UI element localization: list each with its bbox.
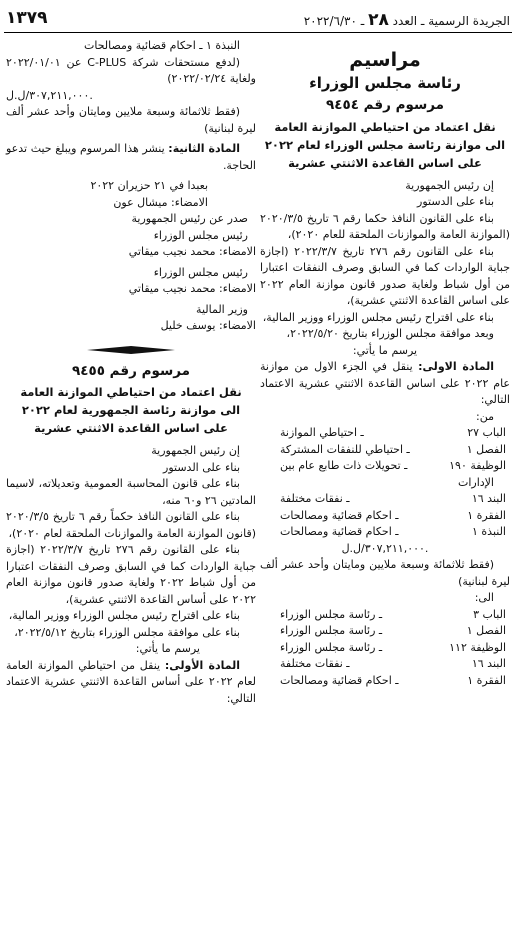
article-1 xyxy=(260,359,510,409)
to-label: الى: xyxy=(474,591,494,604)
signature-pm: الامضاء: محمد نجيب ميقاتي xyxy=(128,245,256,258)
article-text: ينقل من احتياطي الموازنة العامة لعام ٢٠٢٢ على أساس القاعدة الاثنتي عشرية الاعتماد التالي: xyxy=(6,658,256,705)
intro-text: إن رئيس الجمهورية xyxy=(405,178,494,192)
paragraph-approval: بناء على موافقة مجلس الوزراء بتاريخ ٢٠٢٢/٥/١٢، xyxy=(14,625,240,639)
budget-line-value: ـ رئاسة مجلس الوزراء xyxy=(280,640,383,654)
article-1 xyxy=(6,658,256,708)
paragraph-proposal: بناء على اقتراح رئيس مجلس الوزراء ووزير المالية، xyxy=(8,609,240,622)
issue-date: ـ ٢٠٢٢/٦/٣٠ xyxy=(303,14,365,28)
budget-line-value: ـ احتياطي الموازنة xyxy=(280,426,364,439)
budget-line-label: النبذة ١ xyxy=(471,525,506,538)
article-text: ينشر هذا المرسوم ويبلغ حيث تدعو الحاجة. xyxy=(6,142,256,172)
budget-line xyxy=(260,458,510,475)
budget-line-label: الوظيفة ١٩٠ xyxy=(449,459,506,472)
budget-line xyxy=(260,491,510,508)
intro-text: إن رئيس الجمهورية xyxy=(151,444,240,457)
issue-number: ٢٨ xyxy=(368,10,389,30)
amount-words: (فقط ثلاثمائة وسبعة ملايين ومايتان وأحد عشر ألف ليرة لبنانية) xyxy=(260,558,510,588)
authority-title: رئاسة مجلس الوزراء xyxy=(309,73,461,92)
budget-line-value: ـ احكام قضائية ومصالحات xyxy=(280,508,399,522)
budget-line-label: الفصل ١ xyxy=(466,442,506,456)
budget-line xyxy=(260,508,510,525)
budget-line-label: الباب ٣ xyxy=(473,607,506,621)
section-divider xyxy=(87,345,175,355)
pm-title: رئيس مجلس الوزراء xyxy=(153,228,248,242)
payment-note: (لدفع مستحقات شركة C-PLUS عن ٢٠٢٢/٠١/٠١ ولغاية ٢٠٢٢/٠٢/٢٤) xyxy=(6,55,256,85)
decree-formula: يرسم ما يأتي: xyxy=(135,642,200,655)
amount: ٣٠٧,٢١١,٠٠٠/ل.ل. xyxy=(341,541,429,555)
budget-line xyxy=(260,673,510,690)
decree-title-line: على اساس القاعدة الاثنتي عشرية xyxy=(288,155,482,170)
paragraph-law6: بناء على القانون النافذ حكما رقم ٦ تاريخ ٢٠٢٠/٣/٥ (الموازنة العامة والموازنات الملحقة للعام ٢٠٢٠)، xyxy=(260,211,510,241)
place-date: بعبدا في ٢١ حزيران ٢٠٢٢ xyxy=(90,179,208,192)
budget-line-value: ـ تحويلات ذات طابع عام بين xyxy=(280,459,408,472)
article-text: ينقل في الجزء الاول من موازنة عام ٢٠٢٢ على اساس القاعدة الاثنتي عشرية الاعتماد التالي: xyxy=(260,360,510,406)
budget-line xyxy=(260,425,510,442)
finance-minister-title: وزير المالية xyxy=(196,302,248,316)
budget-line-label: الفقرة ١ xyxy=(467,673,506,687)
left-column xyxy=(6,38,256,928)
budget-line-value: ـ نفقات مختلفة xyxy=(280,492,350,505)
paragraph-law6: بناء على القانون النافذ حكماً رقم ٦ تاريخ ٢٠٢٠/٣/٥ (قانون الموازنة العامة والموازنات الملحقة لعام ٢٠٢٠)، xyxy=(6,510,256,540)
constitution-text: بناء على الدستور xyxy=(417,195,494,208)
header-title: الجريدة الرسمية ـ العدد xyxy=(392,14,510,28)
pm-title: رئيس مجلس الوزراء xyxy=(153,265,248,279)
budget-line-label: الباب ٢٧ xyxy=(467,426,506,439)
budget-line xyxy=(260,656,510,673)
signature-president: الامضاء: ميشال عون xyxy=(113,195,208,209)
budget-line xyxy=(260,640,510,657)
decree-title-line: الى موازنة رئاسة الجمهورية لعام ٢٠٢٢ xyxy=(21,403,241,417)
header-publication xyxy=(304,10,510,30)
article-2 xyxy=(6,141,256,174)
amount: ٣٠٧,٢١١,٠٠٠/ل.ل. xyxy=(6,88,93,102)
decree-title xyxy=(6,383,256,437)
decree-title-line: نقل اعتماد من احتياطي الموازنة العامة xyxy=(20,385,242,399)
article-label: المادة الثانية: xyxy=(168,142,240,155)
budget-line xyxy=(260,524,510,541)
budget-line xyxy=(260,442,510,459)
page-header xyxy=(4,6,512,33)
budget-line-label: الوظيفة ١١٢ xyxy=(449,640,506,654)
article-label: المادة الاولى: xyxy=(418,360,494,373)
budget-line-label: الفصل ١ xyxy=(466,624,506,637)
constitution-text: بناء على الدستور xyxy=(163,460,240,474)
budget-line-value: ـ نفقات مختلفة xyxy=(280,657,350,670)
paragraph-accounting: بناء على قانون المحاسبة العمومية وتعديلاته، لاسيما المادتين ٢٦ و٦٠ منه، xyxy=(6,477,256,507)
paragraph-law276: بناء على القانون رقم ٢٧٦ تاريخ ٢٠٢٢/٣/٧ (اجازة جباية الواردات كما في السابق وصرف النفقات اعتبارا من أول شباط ولغاية صدور قانون موازنة العام ٢٠٢٢ على اساس القاعدة الاثنتي عشرية)، xyxy=(260,244,510,307)
paragraph-law276: بناء على القانون رقم ٢٧٦ تاريخ ٢٠٢٢/٣/٧ (اجازة جباية الواردات كما في السابق وصرف النفقات اعتبارا من أول شباط ٢٠٢٢ ولغاية صدور قانون موازنة العام ٢٠٢٢ على أساس القاعدة الاثنتي عشرية)، xyxy=(6,543,256,606)
budget-line-value: ـ رئاسة مجلس الوزراء xyxy=(280,607,383,621)
budget-line-value: ـ احكام قضائية ومصالحات xyxy=(280,673,399,687)
signature-finance: الامضاء: يوسف خليل xyxy=(160,319,256,332)
issued-by: صدر عن رئيس الجمهورية xyxy=(131,212,248,225)
budget-line-label: البند ١٦ xyxy=(471,657,506,670)
decree-number: مرسوم رقم ٩٤٥٤ xyxy=(326,97,444,113)
budget-line xyxy=(260,607,510,624)
decree-title-line: على اساس القاعدة الاثنتي عشرية xyxy=(34,421,228,435)
budget-line-label: البند ١٦ xyxy=(471,492,506,505)
right-column xyxy=(260,38,510,928)
budget-line-label: الفقرة ١ xyxy=(467,508,506,522)
budget-line-value: ـ رئاسة مجلس الوزراء xyxy=(280,624,383,637)
section-title: مراسيم xyxy=(349,49,421,71)
budget-line xyxy=(260,623,510,640)
page-number: ١٣٧٩ xyxy=(6,8,48,28)
budget-line-value: ـ احكام قضائية ومصالحات xyxy=(280,525,399,538)
signature-pm: الامضاء: محمد نجيب ميقاتي xyxy=(128,282,256,295)
decree-number: مرسوم رقم ٩٤٥٥ xyxy=(72,362,190,379)
from-label: من: xyxy=(476,409,494,423)
decree-title-line: الى موازنة رئاسة مجلس الوزراء لعام ٢٠٢٢ xyxy=(264,137,506,152)
amount-words: (فقط ثلاثمائة وسبعة ملايين ومايتان وأحد عشر ألف ليرة لبنانية) xyxy=(6,105,256,135)
budget-line: النبذة ١ ـ احكام قضائية ومصالحات xyxy=(84,39,240,52)
budget-line-value: ـ احتياطي للنفقات المشتركة xyxy=(280,442,410,456)
decree-formula: يرسم ما يأتي: xyxy=(352,343,418,357)
article-label: المادة الأولى: xyxy=(164,658,240,672)
paragraph-approval: وبعد موافقة مجلس الوزراء بتاريخ ٢٠٢٢/٥/٢٠، xyxy=(286,327,494,340)
decree-title xyxy=(260,118,510,172)
decree-title-line: نقل اعتماد من احتياطي الموازنة العامة xyxy=(274,119,496,134)
paragraph-proposal: بناء على اقتراح رئيس مجلس الوزراء ووزير المالية، xyxy=(262,310,494,324)
budget-line-continuation: الإدارات xyxy=(457,475,494,489)
